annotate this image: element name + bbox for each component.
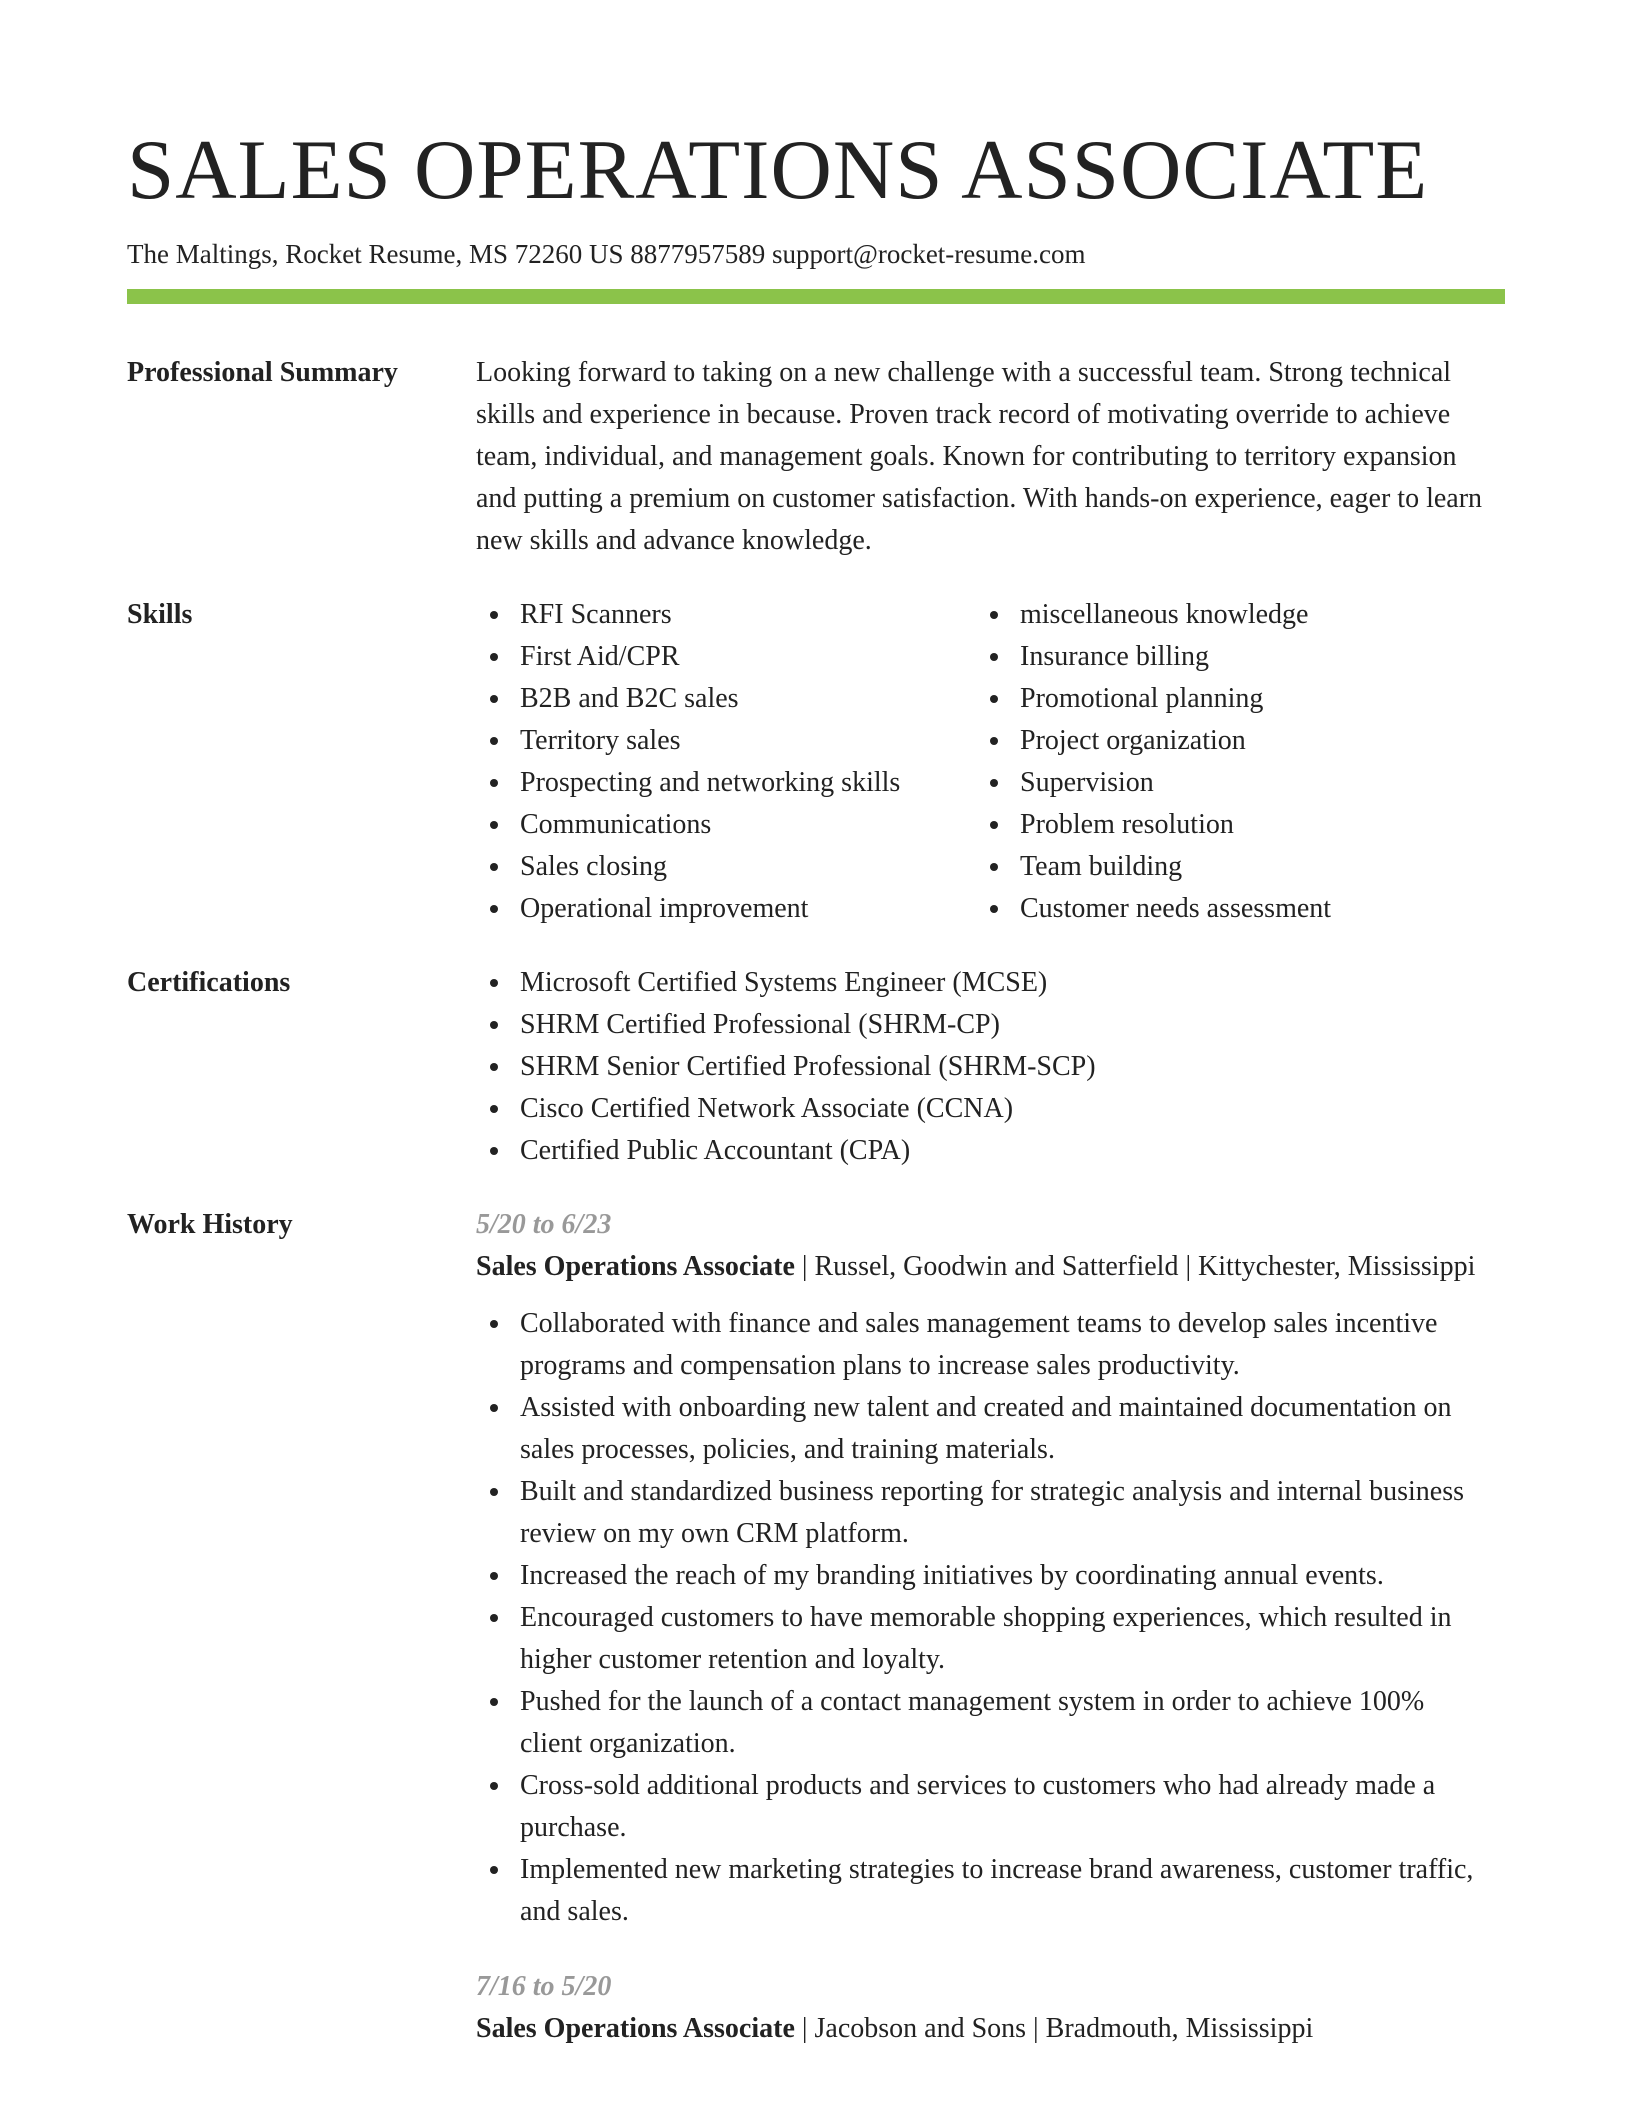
skill-item: Sales closing [476, 846, 976, 888]
job-bullets [476, 1303, 1486, 1933]
skills-section [127, 594, 1505, 930]
job-bullet: Built and standardized business reporting for strategic analysis and internal business review on my own CRM platform. [476, 1471, 1486, 1555]
skill-item: Problem resolution [976, 804, 1476, 846]
work-history-section [127, 1204, 1505, 2050]
job-dates: 5/20 to 6/23 [476, 1209, 612, 1240]
certifications-section [127, 962, 1505, 1172]
job-bullet: Pushed for the launch of a contact management system in order to achieve 100% client organization. [476, 1681, 1486, 1765]
job-dates: 7/16 to 5/20 [476, 1971, 612, 2002]
skill-item: First Aid/CPR [476, 636, 976, 678]
skill-item: Supervision [976, 762, 1476, 804]
job-bullet: Encouraged customers to have memorable shopping experiences, which resulted in higher customer retention and loyalty. [476, 1597, 1486, 1681]
certification-item: SHRM Certified Professional (SHRM-CP) [476, 1004, 1505, 1046]
job-entry [476, 1204, 1505, 1933]
job-bullet: Cross-sold additional products and services to customers who had already made a purchase. [476, 1765, 1486, 1849]
resume-title: SALES OPERATIONS ASSOCIATE [127, 123, 1429, 217]
certification-item: Cisco Certified Network Associate (CCNA) [476, 1088, 1505, 1130]
job-bullet: Collaborated with finance and sales management teams to develop sales incentive programs and compensation plans to increase sales productivity. [476, 1303, 1486, 1387]
header-divider [127, 289, 1505, 304]
certification-item: Certified Public Accountant (CPA) [476, 1130, 1505, 1172]
skill-item: B2B and B2C sales [476, 678, 976, 720]
skill-item: miscellaneous knowledge [976, 594, 1476, 636]
skill-item: Prospecting and networking skills [476, 762, 976, 804]
skill-item: RFI Scanners [476, 594, 976, 636]
summary-section [127, 352, 1505, 562]
job-bullet: Implemented new marketing strategies to increase brand awareness, customer traffic, and sales. [476, 1849, 1486, 1933]
contact-line: The Maltings, Rocket Resume, MS 72260 US 8877957589 support@rocket-resume.com [127, 239, 1086, 269]
work-history-heading: Work History [127, 1209, 293, 1240]
job-bullet: Increased the reach of my branding initiatives by coordinating annual events. [476, 1555, 1486, 1597]
certifications-heading: Certifications [127, 967, 291, 998]
skill-item: Promotional planning [976, 678, 1476, 720]
skill-item: Team building [976, 846, 1476, 888]
skill-item: Insurance billing [976, 636, 1476, 678]
certification-item: SHRM Senior Certified Professional (SHRM-SCP) [476, 1046, 1505, 1088]
skills-list-left [476, 594, 976, 930]
summary-text: Looking forward to taking on a new challenge with a successful team. Strong technical skills and experience in because. Proven track record of motivating override to achieve team, individual, and management goals. Known for contributing to territory expansion and putting a premium on customer satisfaction. With hands-on experience, eager to learn new skills and advance knowledge. [476, 357, 1483, 556]
skill-item: Communications [476, 804, 976, 846]
skill-item: Territory sales [476, 720, 976, 762]
skill-item: Project organization [976, 720, 1476, 762]
job-title: Sales Operations Associate [476, 1251, 795, 1282]
skill-item: Customer needs assessment [976, 888, 1476, 930]
skill-item: Operational improvement [476, 888, 976, 930]
job-title: Sales Operations Associate [476, 2013, 795, 2044]
skills-heading: Skills [127, 599, 193, 630]
job-title-line [476, 2008, 1486, 2050]
job-details: | Jacobson and Sons | Bradmouth, Mississippi [794, 2013, 1314, 2044]
certification-item: Microsoft Certified Systems Engineer (MCSE) [476, 962, 1505, 1004]
summary-heading: Professional Summary [127, 357, 398, 388]
skills-list-right [976, 594, 1476, 930]
certifications-list [476, 962, 1505, 1172]
job-bullet: Assisted with onboarding new talent and created and maintained documentation on sales processes, policies, and training materials. [476, 1387, 1486, 1471]
job-title-line [476, 1246, 1486, 1288]
job-details: | Russel, Goodwin and Satterfield | Kittychester, Mississippi [794, 1251, 1476, 1282]
job-entry [476, 1966, 1505, 2050]
